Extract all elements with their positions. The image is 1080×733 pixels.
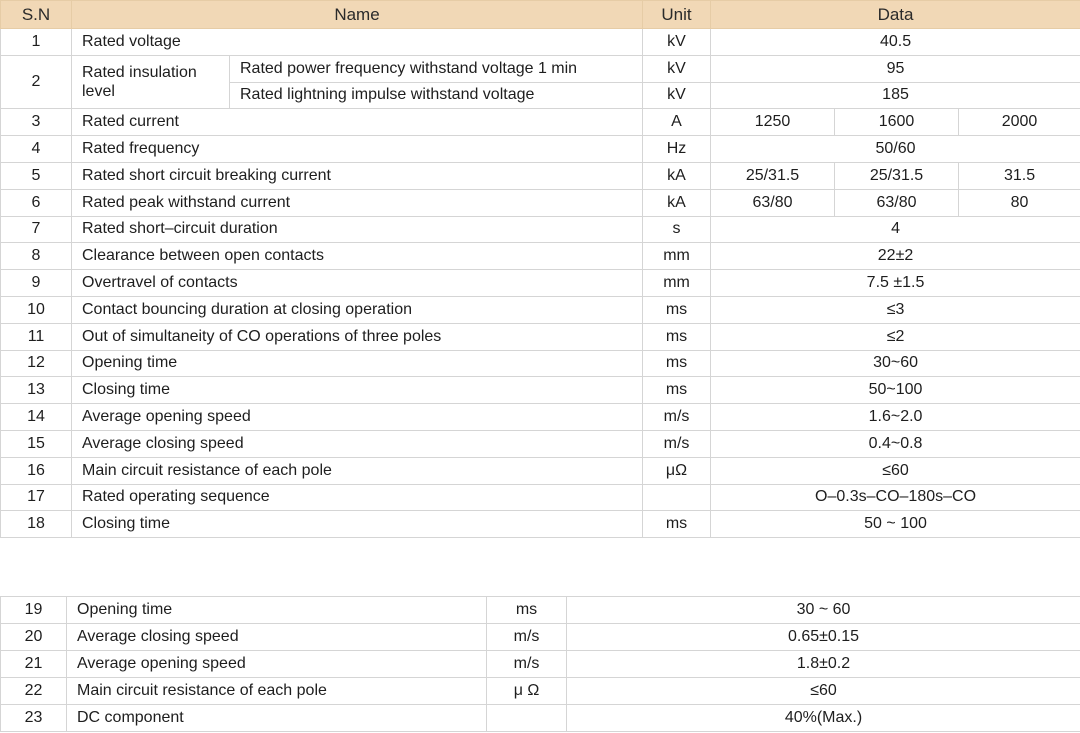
row-data: 22±2 [711, 243, 1080, 270]
row-name: Rated short circuit breaking current [72, 162, 643, 189]
row-sn: 17 [1, 484, 72, 511]
row-sn: 18 [1, 511, 72, 538]
row-data: 40.5 [711, 29, 1080, 56]
row-sn: 15 [1, 430, 72, 457]
table-row [1, 404, 1080, 431]
row-sn: 14 [1, 404, 72, 431]
row-data-2: 25/31.5 [835, 162, 959, 189]
row-data-2: 1600 [835, 109, 959, 136]
row-name: Rated frequency [72, 136, 643, 163]
table-row [1, 136, 1080, 163]
row-unit: mm [643, 270, 711, 297]
row-name: Rated voltage [72, 29, 643, 56]
row-data: 7.5 ±1.5 [711, 270, 1080, 297]
row-unit: ms [643, 511, 711, 538]
header-row [1, 1, 1080, 29]
row-unit: m/s [487, 651, 567, 678]
row-unit: Hz [643, 136, 711, 163]
row-sn: 16 [1, 457, 72, 484]
row-unit: kV [643, 29, 711, 56]
row-unit: μΩ [643, 457, 711, 484]
row-data-3: 2000 [959, 109, 1080, 136]
row-name: Rated peak withstand current [72, 189, 643, 216]
row-unit: m/s [487, 624, 567, 651]
table-row [1, 29, 1080, 56]
table-row [1, 377, 1080, 404]
row-data: 30~60 [711, 350, 1080, 377]
row-unit: kV [643, 82, 711, 109]
row-unit: μ Ω [487, 678, 567, 705]
table-row [1, 484, 1080, 511]
row-unit: s [643, 216, 711, 243]
row-unit: mm [643, 243, 711, 270]
row-sn: 12 [1, 350, 72, 377]
row-name: Closing time [72, 377, 643, 404]
row-name: Rated operating sequence [72, 484, 643, 511]
row-unit [487, 705, 567, 732]
row-name: Overtravel of contacts [72, 270, 643, 297]
table-row [1, 216, 1080, 243]
table-row [1, 624, 1080, 651]
row-sn: 2 [1, 55, 72, 109]
row-sn: 10 [1, 296, 72, 323]
row-sn: 9 [1, 270, 72, 297]
row-name: Average opening speed [67, 651, 487, 678]
table-row [1, 651, 1080, 678]
row-data: 50 ~ 100 [711, 511, 1080, 538]
row-sn: 20 [1, 624, 67, 651]
row-sn: 7 [1, 216, 72, 243]
row-sn: 3 [1, 109, 72, 136]
row-name: Clearance between open contacts [72, 243, 643, 270]
table-row [1, 678, 1080, 705]
row-data-1: 63/80 [711, 189, 835, 216]
row-unit: ms [487, 597, 567, 624]
row-data: ≤60 [711, 457, 1080, 484]
table-row [1, 323, 1080, 350]
row-data: 4 [711, 216, 1080, 243]
row-sn: 1 [1, 29, 72, 56]
row-sn: 19 [1, 597, 67, 624]
row-name: Rated insulation level [72, 55, 230, 109]
row-data: O–0.3s–CO–180s–CO [711, 484, 1080, 511]
row-data: 0.65±0.15 [567, 624, 1080, 651]
row-name: Opening time [72, 350, 643, 377]
table-row [1, 55, 1080, 82]
row-unit: kA [643, 162, 711, 189]
row-sn: 22 [1, 678, 67, 705]
row-subname: Rated power frequency withstand voltage 1 min [230, 55, 643, 82]
row-data: 185 [711, 82, 1080, 109]
table-row [1, 430, 1080, 457]
table-row [1, 457, 1080, 484]
table-row [1, 162, 1080, 189]
table-row [1, 511, 1080, 538]
row-sn: 13 [1, 377, 72, 404]
row-data: 95 [711, 55, 1080, 82]
row-name: Closing time [72, 511, 643, 538]
row-unit: kA [643, 189, 711, 216]
row-unit: ms [643, 323, 711, 350]
table-row [1, 296, 1080, 323]
extra-spec-table [0, 596, 1080, 732]
row-name: Rated short–circuit duration [72, 216, 643, 243]
row-unit: m/s [643, 404, 711, 431]
row-data: ≤3 [711, 296, 1080, 323]
table-row [1, 350, 1080, 377]
row-unit [643, 484, 711, 511]
row-name: Average opening speed [72, 404, 643, 431]
row-name: Rated current [72, 109, 643, 136]
row-data-3: 80 [959, 189, 1080, 216]
row-unit: ms [643, 377, 711, 404]
row-name: Average closing speed [67, 624, 487, 651]
row-unit: m/s [643, 430, 711, 457]
row-data: 30 ~ 60 [567, 597, 1080, 624]
table-row [1, 270, 1080, 297]
row-unit: kV [643, 55, 711, 82]
row-data: 50~100 [711, 377, 1080, 404]
header-name: Name [72, 1, 643, 29]
row-data: 50/60 [711, 136, 1080, 163]
table-row [1, 597, 1080, 624]
row-name: Contact bouncing duration at closing operation [72, 296, 643, 323]
row-subname: Rated lightning impulse withstand voltage [230, 82, 643, 109]
row-name: Average closing speed [72, 430, 643, 457]
row-data-2: 63/80 [835, 189, 959, 216]
row-unit: A [643, 109, 711, 136]
header-data: Data [711, 1, 1080, 29]
row-sn: 11 [1, 323, 72, 350]
header-unit: Unit [643, 1, 711, 29]
table-row [1, 705, 1080, 732]
row-data: ≤2 [711, 323, 1080, 350]
row-sn: 4 [1, 136, 72, 163]
row-sn: 5 [1, 162, 72, 189]
row-name: Out of simultaneity of CO operations of three poles [72, 323, 643, 350]
row-sn: 21 [1, 651, 67, 678]
row-name: Main circuit resistance of each pole [67, 678, 487, 705]
row-sn: 8 [1, 243, 72, 270]
row-name: Main circuit resistance of each pole [72, 457, 643, 484]
row-name: DC component [67, 705, 487, 732]
table-row [1, 109, 1080, 136]
row-data-1: 1250 [711, 109, 835, 136]
row-name: Opening time [67, 597, 487, 624]
row-data-3: 31.5 [959, 162, 1080, 189]
row-data: 0.4~0.8 [711, 430, 1080, 457]
row-unit: ms [643, 296, 711, 323]
row-data: 40%(Max.) [567, 705, 1080, 732]
row-sn: 23 [1, 705, 67, 732]
table-row [1, 189, 1080, 216]
row-data: ≤60 [567, 678, 1080, 705]
row-unit: ms [643, 350, 711, 377]
row-data: 1.6~2.0 [711, 404, 1080, 431]
table-row [1, 243, 1080, 270]
row-data-1: 25/31.5 [711, 162, 835, 189]
row-data: 1.8±0.2 [567, 651, 1080, 678]
row-sn: 6 [1, 189, 72, 216]
header-sn: S.N [1, 1, 72, 29]
